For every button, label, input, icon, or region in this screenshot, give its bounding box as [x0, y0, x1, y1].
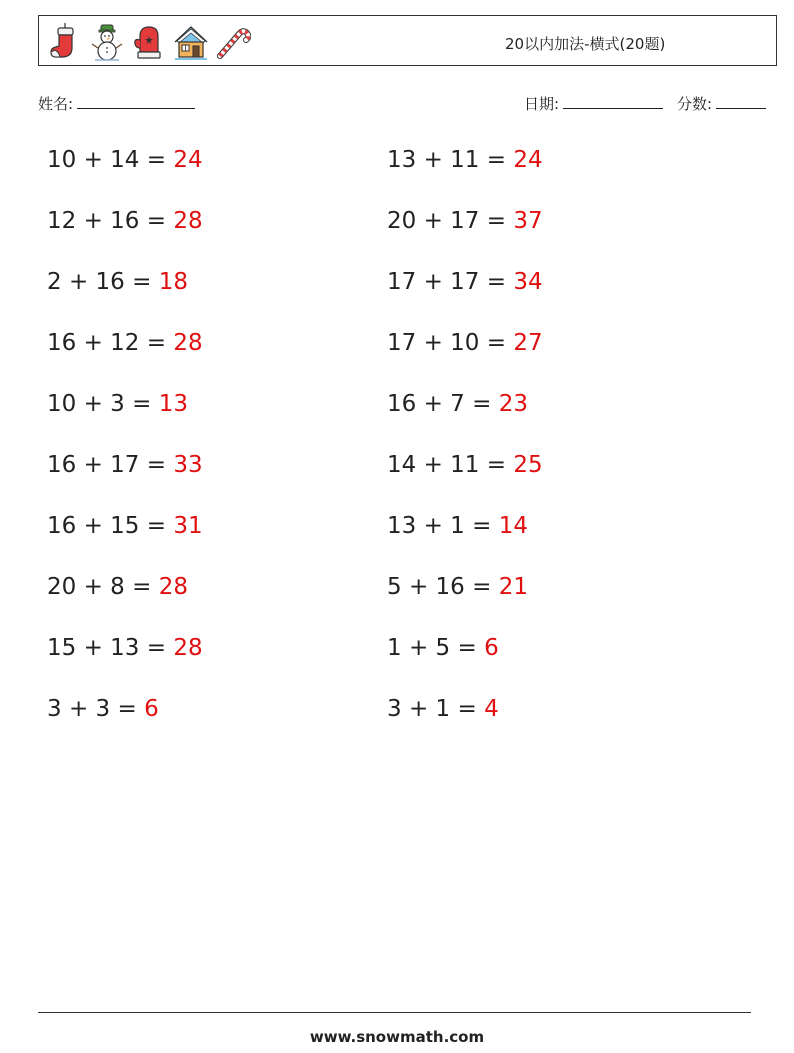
problem-item	[47, 208, 203, 234]
problem-question: 5 + 16 =	[387, 574, 499, 600]
problem-answer: 28	[173, 208, 203, 234]
worksheet-title: 20以内加法-横式(20题)	[505, 35, 666, 53]
problem-answer: 14	[498, 513, 528, 539]
problem-question: 14 + 11 =	[387, 452, 514, 478]
problem-item	[387, 452, 543, 478]
problem-item	[387, 513, 528, 539]
date-blank[interactable]	[563, 93, 663, 109]
problem-question: 10 + 14 =	[47, 147, 174, 173]
snowman-icon	[89, 22, 125, 62]
problem-answer: 18	[158, 269, 188, 295]
problem-question: 16 + 15 =	[47, 513, 174, 539]
problem-answer: 28	[173, 635, 203, 661]
problem-question: 15 + 13 =	[47, 635, 174, 661]
score-blank[interactable]	[716, 93, 766, 109]
problem-answer: 37	[513, 208, 543, 234]
date-label: 日期:	[524, 95, 560, 113]
problem-question: 3 + 3 =	[47, 696, 145, 722]
problem-answer: 23	[498, 391, 528, 417]
header-box	[38, 15, 777, 66]
problem-item	[47, 635, 203, 661]
problem-question: 16 + 12 =	[47, 330, 174, 356]
problem-question: 3 + 1 =	[387, 696, 485, 722]
problem-question: 13 + 1 =	[387, 513, 499, 539]
problem-question: 10 + 3 =	[47, 391, 159, 417]
problem-answer: 27	[513, 330, 543, 356]
problem-item	[47, 391, 188, 417]
problem-item	[387, 391, 528, 417]
problem-item	[47, 696, 159, 722]
problem-question: 20 + 17 =	[387, 208, 514, 234]
problem-answer: 28	[158, 574, 188, 600]
problem-answer: 24	[513, 147, 543, 173]
problem-answer: 13	[158, 391, 188, 417]
problem-item	[387, 635, 499, 661]
problem-question: 17 + 10 =	[387, 330, 514, 356]
problem-item	[387, 574, 528, 600]
problem-question: 2 + 16 =	[47, 269, 159, 295]
problem-item	[387, 696, 499, 722]
problem-answer: 6	[144, 696, 159, 722]
problem-item	[47, 513, 203, 539]
problem-item	[47, 269, 188, 295]
problem-item	[387, 208, 543, 234]
problem-question: 1 + 5 =	[387, 635, 485, 661]
name-label: 姓名:	[38, 95, 74, 113]
problem-question: 12 + 16 =	[47, 208, 174, 234]
problem-item	[387, 269, 543, 295]
problem-question: 17 + 17 =	[387, 269, 514, 295]
problem-question: 16 + 7 =	[387, 391, 499, 417]
problem-answer: 33	[173, 452, 203, 478]
problem-answer: 25	[513, 452, 543, 478]
name-field	[38, 93, 195, 114]
candy-cane-icon	[215, 22, 251, 62]
problem-item	[47, 147, 203, 173]
problem-item	[47, 574, 188, 600]
problem-answer: 34	[513, 269, 543, 295]
problem-question: 13 + 11 =	[387, 147, 514, 173]
problem-answer: 4	[484, 696, 499, 722]
problem-answer: 21	[498, 574, 528, 600]
problem-answer: 31	[173, 513, 203, 539]
score-field	[677, 93, 766, 114]
problem-item	[387, 330, 543, 356]
problem-question: 20 + 8 =	[47, 574, 159, 600]
problem-answer: 28	[173, 330, 203, 356]
footer-url: www.snowmath.com	[309, 1028, 485, 1046]
mitten-icon	[131, 22, 167, 62]
problem-answer: 6	[484, 635, 499, 661]
problem-item	[387, 147, 543, 173]
header-icons	[47, 22, 251, 62]
problem-question: 16 + 17 =	[47, 452, 174, 478]
problem-item	[47, 330, 203, 356]
snowy-house-icon	[173, 22, 209, 62]
name-blank[interactable]	[77, 93, 195, 109]
problem-item	[47, 452, 203, 478]
footer-divider	[38, 1012, 751, 1013]
problem-answer: 24	[173, 147, 203, 173]
score-label: 分数:	[677, 95, 713, 113]
stocking-icon	[47, 22, 83, 62]
date-field	[524, 93, 663, 114]
